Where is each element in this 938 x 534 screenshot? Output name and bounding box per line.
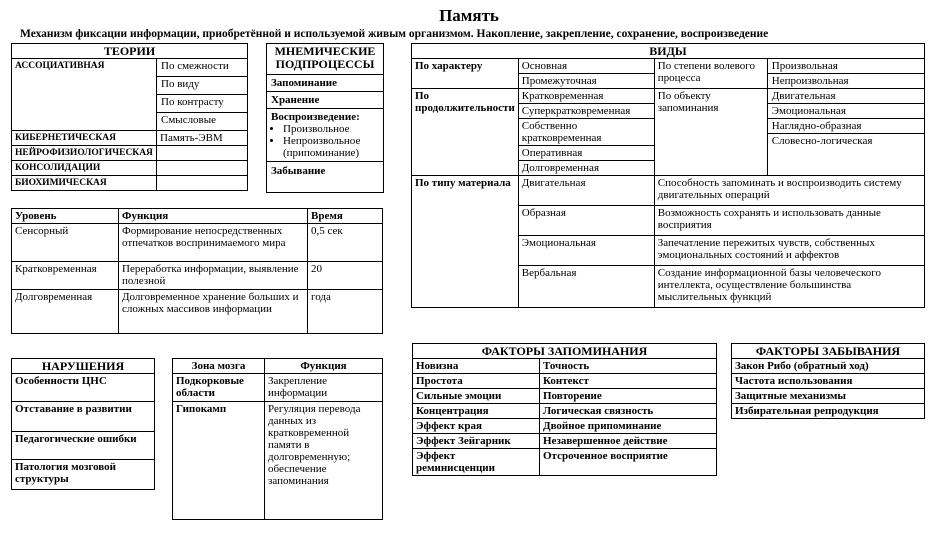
types-header: ВИДЫ: [412, 44, 925, 59]
theories-header: ТЕОРИИ: [12, 44, 248, 59]
reproduction-item: • Произвольное: [283, 123, 379, 135]
forgetting-factors-header: ФАКТОРЫ ЗАБЫВАНИЯ: [732, 344, 925, 359]
factor-right: Логическая связность: [540, 404, 717, 419]
types-panel: [411, 43, 925, 308]
material-name: Двигательная: [518, 176, 654, 206]
type-item: Двигательная: [768, 89, 924, 104]
disorder-item: Особенности ЦНС: [12, 374, 155, 402]
type-item: Эмоциональная: [768, 104, 924, 119]
factor-right: Точность: [540, 359, 717, 374]
level-name: Долговременная: [12, 290, 119, 334]
brain-col-zone: Зона мозга: [173, 359, 265, 374]
type-by-character: По характеру: [412, 59, 519, 89]
disorder-item: Педагогические ошибки: [12, 432, 155, 460]
type-by-volition: По степени волевого процесса: [654, 59, 767, 89]
type-item: Основная: [519, 59, 654, 74]
level-function: Переработка информации, выявление полезной: [119, 262, 308, 290]
material-name: Образная: [518, 206, 654, 236]
cybernetic-value: Память-ЭВМ: [157, 131, 248, 146]
theory-other: КОНСОЛИДАЦИИ: [12, 161, 157, 176]
levels-col-level: Уровень: [12, 209, 119, 224]
brain-panel: [172, 358, 383, 520]
level-time: 0,5 сек: [308, 224, 383, 262]
factor-right: Контекст: [540, 374, 717, 389]
material-desc: Создание информационной базы человеческого интеллекта, осуществление большинства мыслительных функций: [654, 266, 924, 308]
brain-col-function: Функция: [265, 359, 383, 374]
material-desc: Запечатление пережитых чувств, собственных эмоциональных состояний и аффектов: [654, 236, 924, 266]
memorization-factors-panel: [412, 343, 717, 476]
disorders-header: НАРУШЕНИЯ: [12, 359, 155, 374]
type-item: Словесно-логическая: [771, 135, 873, 147]
mnemic-memorization: Запоминание: [267, 75, 383, 92]
brain-zone: Подкорковые области: [173, 374, 265, 402]
type-item: Промежуточная: [521, 75, 597, 87]
factor-right: Незавершенное действие: [540, 434, 717, 449]
forgetting-factors-panel: [731, 343, 925, 419]
disorders-panel: [11, 358, 155, 490]
theory-associative: АССОЦИАТИВНАЯ: [12, 59, 157, 131]
material-name: Эмоциональная: [518, 236, 654, 266]
memorization-factors-header: ФАКТОРЫ ЗАПОМИНАНИЯ: [413, 344, 717, 359]
assoc-type: По виду: [157, 77, 247, 95]
factor-left: Концентрация: [413, 404, 540, 419]
type-by-object: По объекту запоминания: [654, 89, 767, 176]
type-by-duration: По продолжительности: [412, 89, 519, 176]
forgetting-factor: Защитные механизмы: [732, 389, 925, 404]
level-time: 20: [308, 262, 383, 290]
theory-other: БИОХИМИЧЕСКАЯ: [12, 176, 157, 191]
assoc-type: По смежности: [157, 59, 247, 77]
type-item: Суперкратковременная: [519, 104, 654, 119]
factor-left: Новизна: [413, 359, 540, 374]
assoc-type: Смысловые: [161, 114, 217, 126]
level-function: Долговременное хранение больших и сложных массивов информации: [119, 290, 308, 334]
type-item: Долговременная: [521, 162, 600, 174]
level-function: Формирование непосредственных отпечатков воспринимаемого мира: [119, 224, 308, 262]
disorder-item: Отставание в развитии: [12, 402, 155, 432]
page-subtitle: Механизм фиксации информации, приобретённой и используемой живым организмом. Накопление, закрепление, сохранение, воспроизведение: [20, 28, 769, 40]
level-name: Сенсорный: [12, 224, 119, 262]
mnemic-storage: Хранение: [267, 92, 383, 109]
type-item: Непроизвольная: [771, 75, 849, 87]
factor-left: Эффект края: [413, 419, 540, 434]
type-item: Оперативная: [519, 146, 654, 161]
factor-left: Эффект реминисценции: [413, 449, 540, 476]
mnemic-reproduction: Воспроизведение:: [271, 111, 360, 123]
brain-function: Закрепление информации: [265, 374, 383, 402]
reproduction-item: • Непроизвольное (припоминание): [283, 135, 379, 159]
level-name: Кратковременная: [12, 262, 119, 290]
mnemic-header: МНЕМИЧЕСКИЕ ПОДПРОЦЕССЫ: [267, 44, 383, 75]
mnemic-forgetting: Забывание: [271, 165, 326, 177]
material-desc: Возможность сохранять и использовать данные восприятия: [654, 206, 924, 236]
material-name: Вербальная: [518, 266, 654, 308]
assoc-type: По контрасту: [157, 95, 247, 113]
brain-function: Регуляция перевода данных из кратковременной памяти в долговременную; обеспечение запоминания: [265, 402, 383, 520]
factor-right: Двойное припоминание: [540, 419, 717, 434]
type-item: Произвольная: [768, 59, 924, 74]
factor-left: Простота: [413, 374, 540, 389]
theory-cybernetic: КИБЕРНЕТИЧЕСКАЯ: [12, 131, 157, 146]
material-desc: Способность запоминать и воспроизводить систему двигательных операций: [654, 176, 924, 206]
forgetting-factor: Частота использования: [732, 374, 925, 389]
type-item: Наглядно-образная: [768, 119, 924, 134]
type-by-material: По типу материала: [412, 176, 519, 308]
type-item: Собственно кратковременная: [519, 119, 654, 146]
brain-zone: Гипокамп: [173, 402, 265, 520]
factor-left: Сильные эмоции: [413, 389, 540, 404]
factor-right: Повторение: [540, 389, 717, 404]
disorder-item: Патология мозговой структуры: [12, 460, 155, 490]
forgetting-factor: Избирательная репродукция: [732, 404, 925, 419]
factor-left: Эффект Зейгарник: [413, 434, 540, 449]
theories-panel: [11, 43, 248, 191]
factor-right: Отсроченное восприятие: [540, 449, 717, 476]
page-title: Память: [439, 6, 499, 25]
mnemic-panel: [266, 43, 384, 193]
level-time: года: [308, 290, 383, 334]
levels-panel: [11, 208, 383, 334]
levels-col-function: Функция: [119, 209, 308, 224]
forgetting-factor: Закон Рибо (обратный ход): [732, 359, 925, 374]
levels-col-time: Время: [308, 209, 383, 224]
type-item: Кратковременная: [519, 89, 654, 104]
theory-other: НЕЙРОФИЗИОЛОГИЧЕСКАЯ: [12, 146, 157, 161]
